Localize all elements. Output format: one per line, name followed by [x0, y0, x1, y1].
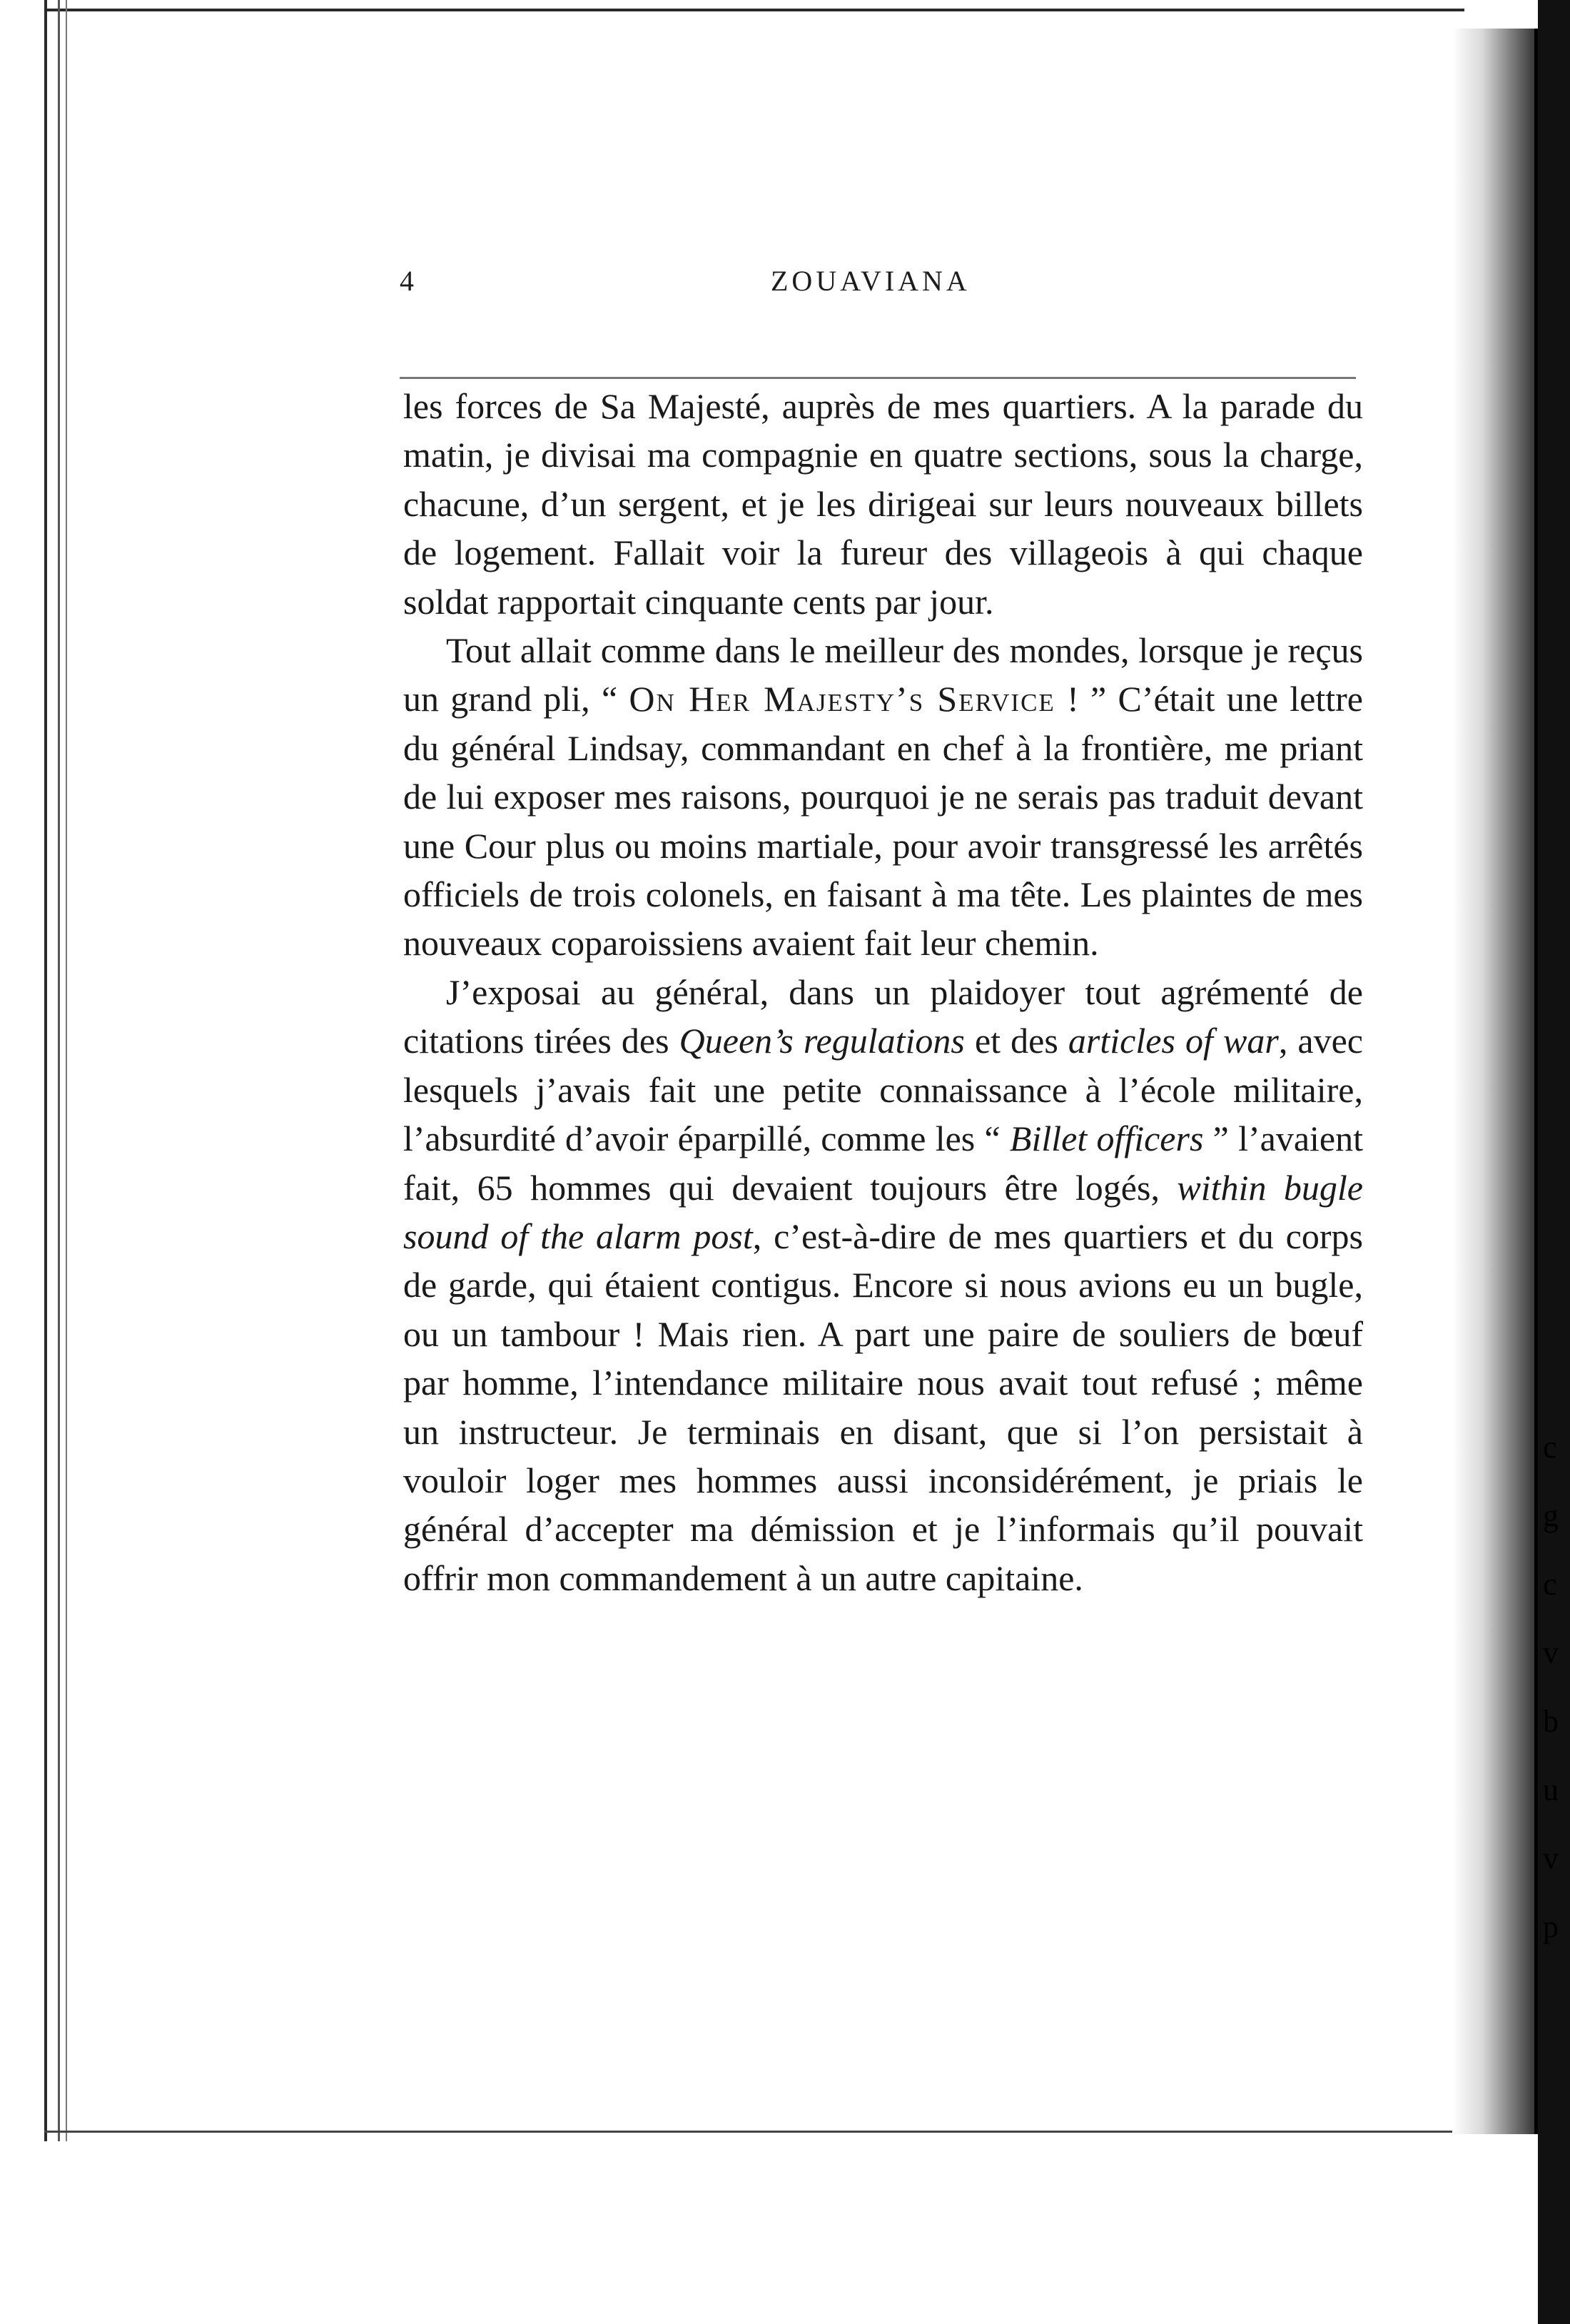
fragment: c — [1543, 1567, 1557, 1602]
fragment: b — [1543, 1704, 1559, 1739]
fragment: u — [1543, 1772, 1559, 1807]
italic-run: within bugle sound of the alarm post — [403, 1167, 1363, 1256]
italic-run: Queen’s regulations — [679, 1021, 965, 1061]
text-run: , c’est-à-dire de mes quartiers et du corps de garde, qui étaient contigus. Encore si nous avions eu un bugle, ou un tambour ! Mais rien. A part une paire de souliers de bœuf par homme, l’intendance militaire nous avait tout refusé ; même un instructeur. Je terminais en disant, que si l’on persistait à vouloir loger mes hommes aussi inconsidérément, je priais le général d’accepter ma démission et je l’informais qu’il pouvait offrir mon commandement à un autre capitaine. — [403, 1216, 1363, 1598]
small-caps-run: On Her Majesty’s Service — [629, 679, 1055, 719]
gutter-shadow — [1452, 29, 1538, 2134]
page-left-edge — [44, 0, 60, 2141]
text-run: ! ” C’était une lettre du général Lindsay, commandant en chef à la frontière, me priant de lui exposer mes raisons, pourquoi je ne serais pas traduit devant une Cour plus ou moins martiale, pour avoir transgressé les arrêtés officiels de trois colonels, en faisant à ma tête. Les plaintes de mes nouveaux coparoissiens avaient fait leur chemin. — [403, 679, 1363, 964]
paragraph-1: les forces de Sa Majesté, auprès de mes quartiers. A la parade du matin, je divisai ma compagnie en quatre sections, sous la charge, chacune, d’un sergent, et je les dirigeai sur leurs nouveaux billets de logement. Fallait voir la fureur des villageois à qui chaque soldat rapportait cinquante cents par jour. — [403, 386, 1363, 622]
text-run: ” l’avaient fait, 65 hommes qui devaient toujours être logés, — [403, 1118, 1363, 1208]
fragment: c — [1543, 1430, 1557, 1465]
body-text — [403, 382, 1363, 1602]
italic-run: articles of war — [1068, 1021, 1279, 1061]
fragment: p — [1543, 1909, 1559, 1944]
fragment: v — [1543, 1635, 1559, 1670]
text-run: , avec lesquels j’avais fait une petite connaissance à l’école militaire, l’absurdité d’avoir éparpillé, comme les “ — [403, 1021, 1363, 1159]
italic-run: Billet officers — [1009, 1118, 1204, 1159]
fragment: g — [1543, 1498, 1559, 1533]
paragraph-3 — [403, 968, 1363, 1602]
text-run: et des — [964, 1021, 1068, 1061]
running-title: ZOUAVIANA — [771, 265, 971, 297]
page-top-edge — [44, 0, 1464, 11]
fragment: v — [1543, 1841, 1559, 1876]
page-bottom-edge — [44, 2131, 1464, 2140]
page-left-edge-inner — [66, 0, 74, 2141]
next-page-fragments — [1543, 1413, 1570, 1961]
text-run: Tout allait comme dans le meilleur des mondes, lorsque je reçus un grand pli, “ — [403, 630, 1363, 719]
scan-border — [1538, 0, 1570, 2324]
page-number: 4 — [400, 265, 414, 297]
paragraph-2 — [403, 626, 1363, 968]
header-rule — [400, 377, 1356, 379]
text-run: J’exposai au général, dans un plaidoyer tout agrémenté de citations tirées des — [403, 971, 1363, 1061]
